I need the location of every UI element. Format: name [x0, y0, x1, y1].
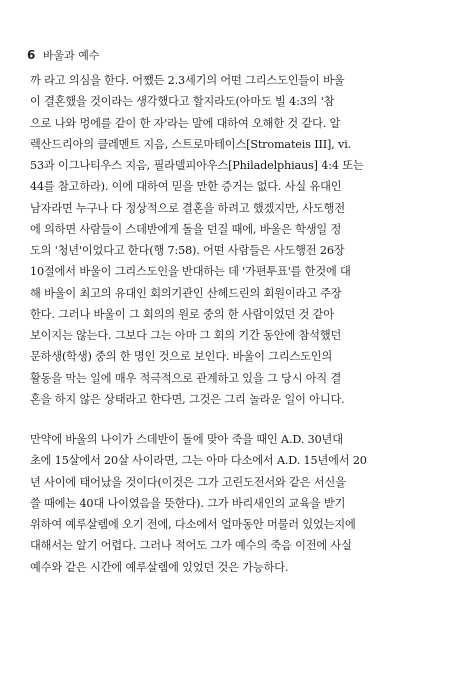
- text-line: 한다. 그러나 바울이 그 회의의 원로 중의 한 사람이었던 것 같아: [30, 307, 334, 321]
- text-line: 위하여 예루살렘에 오기 전에, 다소에서 얼마동안 머물러 있었는지에: [30, 518, 356, 531]
- text-line: 까 라고 의심을 한다. 어쨌든 2.3세기의 어떤 그리스도인들이 바울: [30, 74, 345, 87]
- paragraph-2: [30, 429, 425, 578]
- text-line: 년 사이에 태어났을 것이다(이것은 그가 고린도전서와 같은 서신을: [30, 475, 346, 489]
- text-line: 남자라면 누구나 다 정상적으로 결혼을 하려고 했겠지만, 사도행전: [30, 201, 345, 215]
- running-title: 바울과 예수: [42, 49, 100, 62]
- text-line: 렉산드리아의 클레멘트 지음, 스트로마테이스[Stromateis III], vi.: [30, 137, 352, 151]
- text-line: 만약에 바울의 나이가 스데반이 돌에 맞아 죽을 때인 A.D. 30년대: [30, 433, 343, 446]
- text-line: 에 의하면 사람들이 스데반에게 돌을 던질 때에, 바울은 학생일 정: [30, 222, 342, 236]
- text-line: 대해서는 알기 어렵다. 그러나 적어도 그가 예수의 죽음 이전에 사실: [30, 539, 352, 553]
- page-number: 6: [27, 48, 36, 62]
- text-line: 53과 이그나티우스 지음, 필라델피아우스[Philadelphiaus] 4:4 또는: [30, 159, 364, 172]
- text-line: 으로 나와 멍에를 같이 한 자'라는 말에 대하여 오해한 것 같다. 알: [30, 116, 341, 130]
- text-line: 쓸 때에는 40대 나이였음을 뜻한다). 그가 바리새인의 교육을 받기: [30, 496, 346, 510]
- text-line: 혼을 하지 않은 상태라고 한다면, 그것은 그리 놀라운 일이 아니다.: [30, 392, 345, 406]
- paragraph-1: [30, 70, 425, 410]
- text-line: 10절에서 바울이 그리스도인을 반대하는 데 '가편투표'를 한것에 대: [30, 265, 351, 279]
- text-line: 도의 '청년'이었다고 한다(행 7:58). 어떤 사람들은 사도행전 26장: [30, 244, 345, 257]
- text-line: 보이지는 않는다. 그보다 그는 아마 그 회의 기간 동안에 참석했던: [30, 329, 342, 342]
- paragraph-gap: [30, 410, 425, 429]
- body-text: [30, 70, 425, 578]
- text-line: 활동을 막는 일에 매우 적극적으로 관계하고 있을 그 당시 아직 결: [30, 371, 342, 385]
- running-header: [27, 47, 100, 63]
- text-line: 예수와 같은 시간에 예루살렘에 있었던 것은 가능하다.: [30, 560, 289, 574]
- text-line: 문하생(학생) 중의 한 명인 것으로 보인다. 바울이 그리스도인의: [30, 350, 333, 364]
- text-line: 44를 참고하라). 이에 대하여 믿을 만한 증거는 없다. 사실 유대인: [30, 180, 342, 194]
- text-line: 초에 15살에서 20살 사이라면, 그는 아마 다소에서 A.D. 15년에서 20: [30, 454, 367, 468]
- text-line: 이 결혼했을 것이라는 생각했다고 할지라도(아마도 빌 4:3의 '참: [30, 95, 335, 109]
- text-line: 해 바울이 최고의 유대인 회의기관인 산헤드린의 회원이라고 주장: [30, 286, 342, 300]
